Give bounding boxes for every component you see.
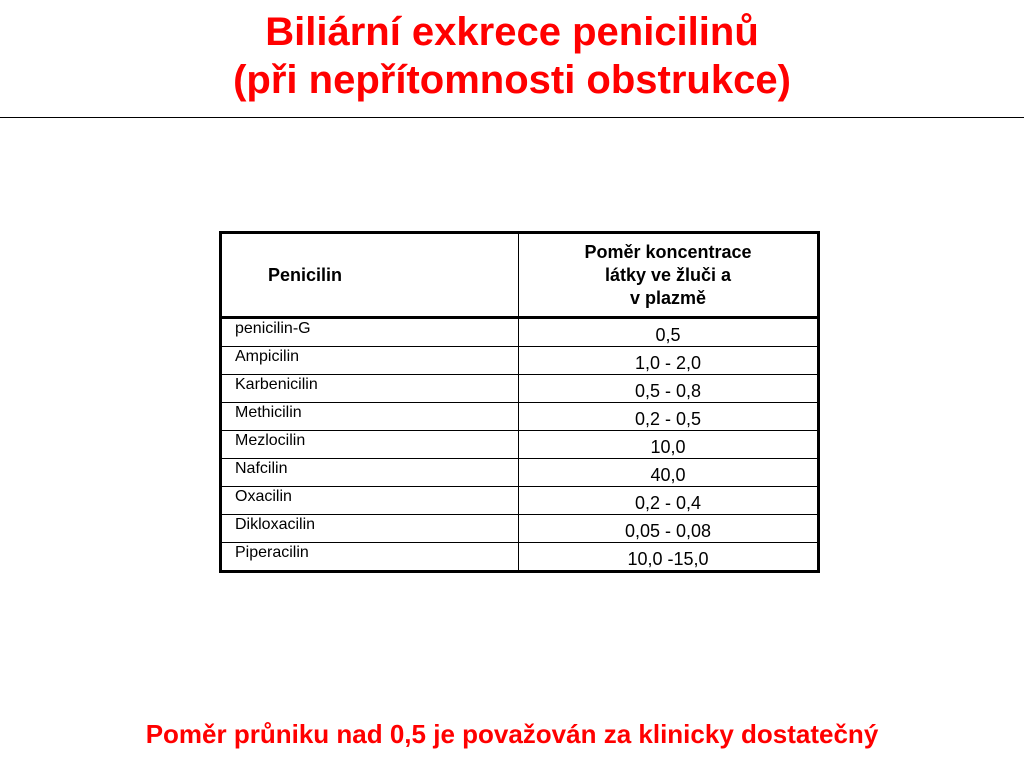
title-divider: [0, 117, 1024, 118]
row-name: Ampicilin: [221, 347, 519, 375]
header-ratio-line-1: Poměr koncentrace: [584, 241, 752, 262]
table-row: [221, 487, 819, 515]
row-name: Karbenicilin: [221, 375, 519, 403]
row-ratio: 0,2 - 0,5: [519, 403, 819, 431]
row-ratio: 1,0 - 2,0: [519, 347, 819, 375]
table-row: [221, 515, 819, 543]
slide-title-line-2: (při nepřítomnosti obstrukce): [233, 58, 791, 102]
row-ratio: 0,05 - 0,08: [519, 515, 819, 543]
row-name: penicilin-G: [221, 318, 519, 347]
table-row: [221, 543, 819, 572]
table-row: [221, 347, 819, 375]
table-row: [221, 375, 819, 403]
table-row: [221, 431, 819, 459]
footer-note: Poměr průniku nad 0,5 je považován za klinicky dostatečný: [145, 719, 879, 749]
row-name: Piperacilin: [221, 543, 519, 572]
row-name: Nafcilin: [221, 459, 519, 487]
table-row: [221, 318, 819, 347]
penicillin-table: [219, 231, 820, 573]
table-header-row: [221, 233, 819, 318]
table-row: [221, 459, 819, 487]
row-name: Dikloxacilin: [221, 515, 519, 543]
row-ratio: 10,0 -15,0: [519, 543, 819, 572]
slide-title: [0, 8, 1024, 104]
table-row: [221, 403, 819, 431]
row-ratio: 0,2 - 0,4: [519, 487, 819, 515]
row-ratio: 10,0: [519, 431, 819, 459]
header-ratio-line-2: látky ve žluči a: [604, 264, 732, 285]
row-ratio: 0,5: [519, 318, 819, 347]
row-ratio: 40,0: [519, 459, 819, 487]
header-ratio-line-3: v plazmě: [629, 287, 707, 308]
row-name: Methicilin: [221, 403, 519, 431]
header-penicilin: Penicilin: [221, 233, 519, 318]
header-ratio: [519, 233, 819, 318]
row-name: Mezlocilin: [221, 431, 519, 459]
row-name: Oxacilin: [221, 487, 519, 515]
row-ratio: 0,5 - 0,8: [519, 375, 819, 403]
slide-title-line-1: Biliární exkrece penicilinů: [265, 10, 759, 54]
